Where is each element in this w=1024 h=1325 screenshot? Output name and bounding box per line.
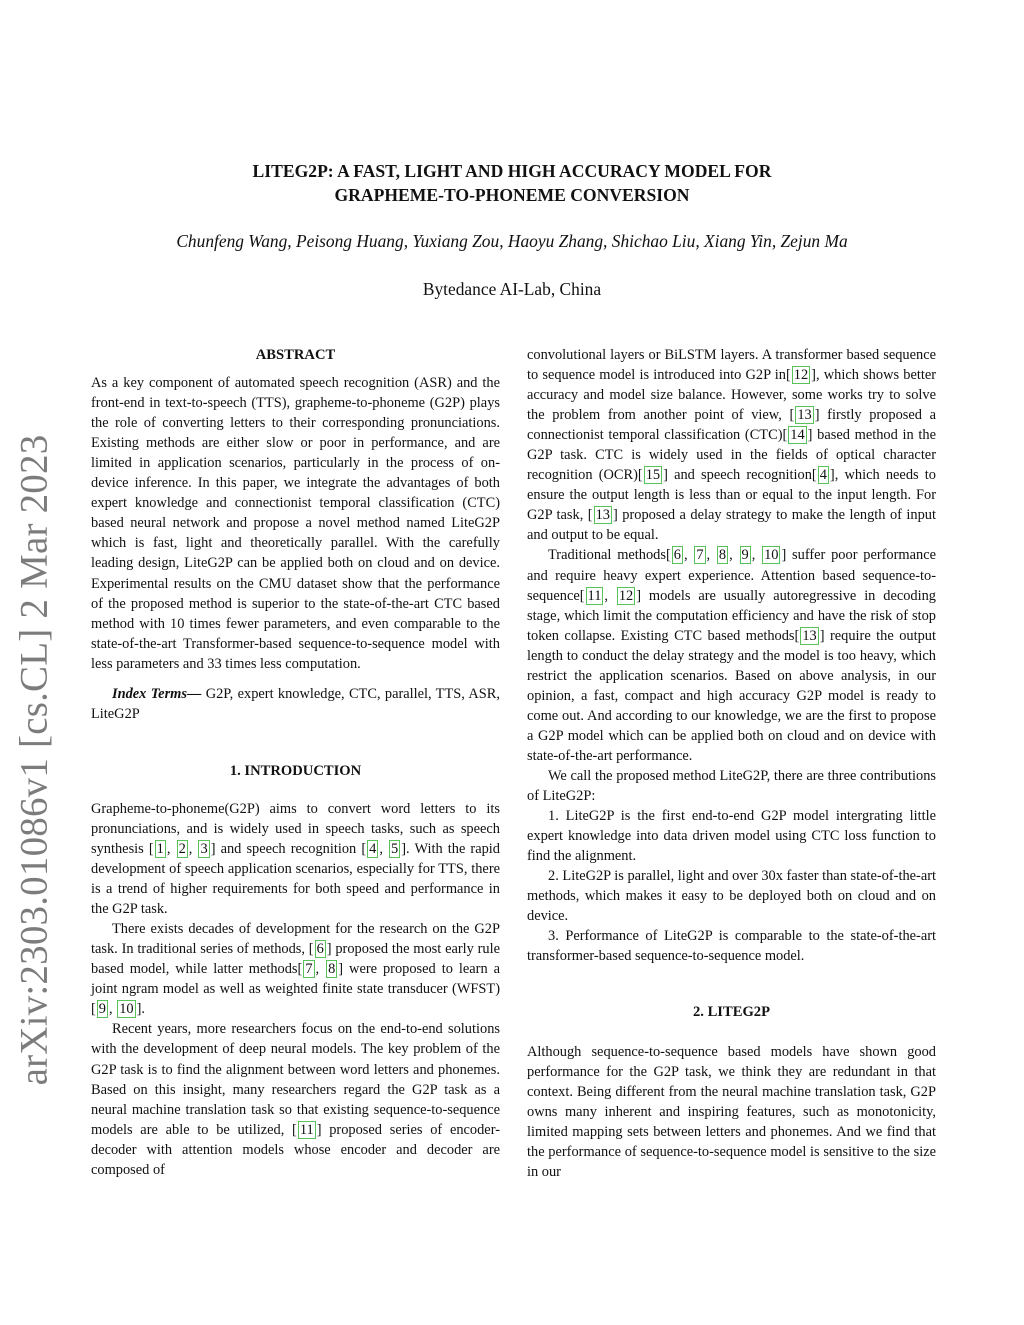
citation-link[interactable]: 11 — [587, 587, 602, 604]
citation-link[interactable]: 9 — [98, 1001, 106, 1018]
citation-link[interactable]: 1 — [156, 840, 164, 857]
citation-link[interactable]: 7 — [696, 547, 704, 564]
section-2-paragraph-1: Although sequence-to-sequence based models have shown good performance for the G2P task, we think they are redundant in that context. Being different from the neural machine translation task, G2P owns many inherent and inspiring features, such as monotonicity, limited mapping sets between letters and phonemes. And we find that the performance of sequence-to-sequence model is sensitive to the size in our — [527, 1043, 936, 1180]
citation-link[interactable]: 2 — [178, 840, 186, 857]
index-terms — [91, 684, 500, 724]
citation-link[interactable]: 3 — [200, 840, 208, 857]
citation-link[interactable]: 12 — [618, 587, 634, 604]
citation-link[interactable]: 11 — [299, 1121, 314, 1138]
citation-link[interactable]: 9 — [741, 547, 749, 564]
section-2-heading: 2. LITEG2P — [692, 1004, 771, 1021]
contribution-1: 1. LiteG2P is the first end-to-end G2P model intergrating little expert knowledge into data driven model using CTC loss function to find the alignment. — [527, 808, 936, 865]
citation-link[interactable]: 4 — [819, 467, 827, 484]
intro-paragraph-5: We call the proposed method LiteG2P, there are three contributions of LiteG2P: — [527, 767, 936, 805]
title-line-1: LITEG2P: A FAST, LIGHT AND HIGH ACCURACY MODEL FOR — [252, 161, 772, 181]
intro-paragraph-4: Traditional methods[ 6 , 7 , 8 , 9 , 10 ] suffer poor performance and require heavy expert experience. Attention based sequence-to-sequence[ 11 , 12 ] models are usually autoregressive in decoding stage, which limit the computation efficiency and have the risk of stop token collapse. Existing CTC based methods[ 13 ] require the output length to conduct the delay strategy and the model is too heavy, which restrict the application scenarios. Based on above analysis, in our opinion, a fast, compact and high accuracy G2P model is ready to come out. And according to our knowledge, we are the first to propose a G2P model which can be applied both on cloud and on device with state-of-the-art performance. — [527, 547, 936, 764]
right-column — [527, 345, 936, 1182]
intro-paragraph-1: Grapheme-to-phoneme(G2P) aims to convert word letters to its pronunciations, and is widely used in speech tasks, such as speech synthesis [ 1 , 2 , 3 ] and speech recognition [ 4 , 5 ]. With the rapid development of speech application scenarios, especially for TTS, there is a trend of higher requirements for both speed and performance in the G2P task. — [91, 800, 500, 918]
citation-link[interactable]: 15 — [645, 467, 661, 484]
citation-link[interactable]: 6 — [316, 941, 324, 958]
index-terms-text: G2P, expert knowledge, CTC, parallel, TTS, ASR, LiteG2P — [91, 685, 500, 722]
citation-link[interactable]: 8 — [718, 547, 727, 564]
citation-link[interactable]: 4 — [369, 840, 377, 857]
arxiv-identifier: arXiv:2303.01086v1 [cs.CL] 2 Mar 2023 — [12, 434, 56, 1086]
affiliation: Bytedance AI-Lab, China — [422, 279, 602, 299]
author-list: Chunfeng Wang, Peisong Huang, Yuxiang Zou, Haoyu Zhang, Shichao Liu, Xiang Yin, Zejun Ma — [176, 231, 848, 251]
citation-link[interactable]: 7 — [305, 961, 313, 978]
title-line-2: GRAPHEME-TO-PHONEME CONVERSION — [334, 185, 690, 205]
citation-link[interactable]: 5 — [391, 840, 399, 857]
citation-link[interactable]: 8 — [328, 961, 336, 978]
contribution-3: 3. Performance of LiteG2P is comparable to the state-of-the-art transformer-based sequence-to-sequence model. — [527, 928, 936, 965]
index-terms-label: Index Terms— — [112, 685, 202, 702]
citation-link[interactable]: 13 — [595, 507, 610, 524]
abstract-text: As a key component of automated speech recognition (ASR) and the front-end in text-to-speech (TTS), grapheme-to-phoneme (G2P) plays the role of converting letters to their corresponding pronunciations. Existing methods are either slow or poor in performance, and are limited in application scenarios, particularly in the process of on-device inference. In this paper, we integrate the advantages of both expert knowledge and connectionist temporal classification (CTC) based neural network and propose a novel method named LiteG2P which is fast, light and theoretically parallel. With the carefully leading design, LiteG2P can be applied both on cloud and on device. Experimental results on the CMU dataset show that the performance of the proposed method is superior to the state-of-the-art CTC based method with 10 times fewer parameters, and even comparable to the state-of-the-art Transformer-based sequence-to-sequence model with less parameters and 33 times less computation. — [91, 375, 500, 672]
intro-paragraph-3: Recent years, more researchers focus on the end-to-end solutions with the development of deep neural models. The key problem of the G2P task is to find the alignment between word letters and phonemes. Based on this insight, many researchers regard the G2P task as a neural machine translation task so that existing sequence-to-sequence models are able to be utilized, [ 11 ] proposed series of encoder-decoder with attention models whose encoder and decoder are composed of — [91, 1021, 500, 1178]
intro-paragraph-3-left-end: ] proposed series of encoder-decoder with attention models whose encoder and decoder are composed of — [91, 1121, 500, 1178]
intro-paragraph-2: There exists decades of development for the research on the G2P task. In traditional series of methods, [ 6 ] proposed the most early rule based model, while latter methods[ 7 , 8 ] were proposed to learn a joint ngram model as well as weighted finite state transducer (WFST) [ 9 , 10 ]. — [91, 921, 500, 1018]
citation-link[interactable]: 10 — [119, 1001, 134, 1018]
citation-link[interactable]: 13 — [797, 407, 812, 424]
abstract-heading: ABSTRACT — [255, 347, 336, 363]
citation-link[interactable]: 10 — [764, 547, 779, 564]
left-column — [91, 345, 500, 1180]
intro-heading: 1. INTRODUCTION — [229, 762, 362, 779]
paper-title — [0, 159, 1024, 207]
citation-link[interactable]: 12 — [793, 367, 809, 384]
contribution-2: 2. LiteG2P is parallel, light and over 30x faster than state-of-the-art methods, which makes it easy to be deployed both on cloud and on device. — [527, 868, 936, 925]
intro-paragraph-3-continued: convolutional layers or BiLSTM layers. A transformer based sequence to sequence model is introduced into G2P in[ 12 ], which shows better accuracy and model size balance. However, some works try to solve the problem from another point of view, [ 13 ] firstly proposed a connectionist temporal classification (CTC)[ 14 ] based method in the G2P task. CTC is widely used in the fields of optical character recognition (OCR)[ 15 ] and speech recognition[ 4 ], which needs to ensure the output length is less than or equal to the input length. For G2P task, [ 13 ] proposed a delay strategy to make the length of input and output to be equal. — [527, 347, 937, 544]
citation-link[interactable]: 6 — [673, 547, 681, 564]
citation-link[interactable]: 14 — [790, 427, 805, 444]
citation-link[interactable]: 13 — [802, 627, 817, 644]
